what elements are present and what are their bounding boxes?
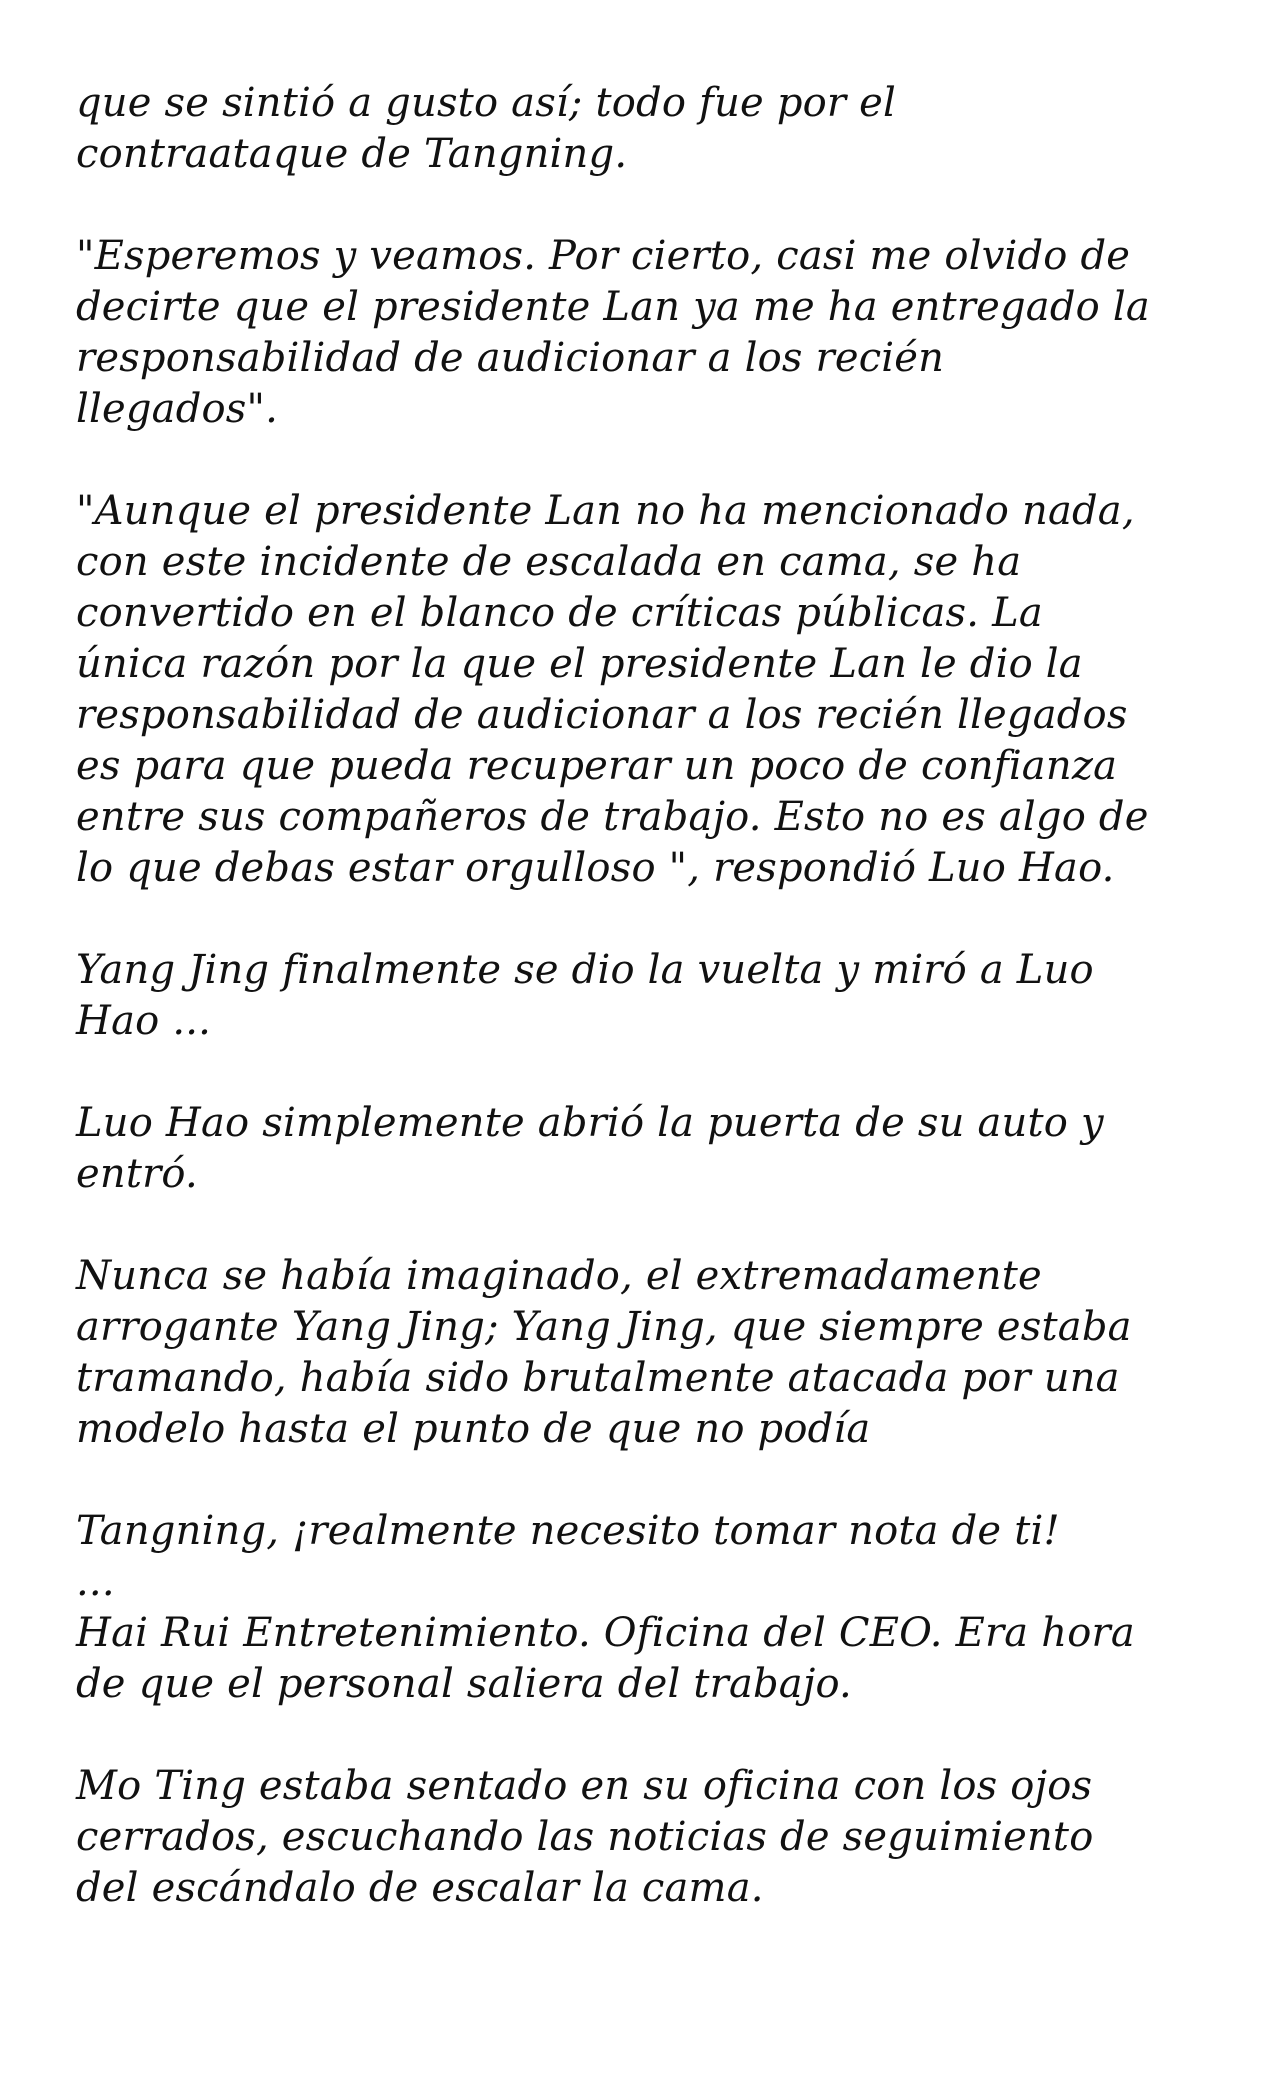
paragraph: Nunca se había imaginado, el extremadamente arrogante Yang Jing; Yang Jing, que siempre estaba tramando, había sido brutalmente atacada por una modelo hasta el punto de que no podía <box>76 1253 1132 1452</box>
paragraph: que se sintió a gusto así; todo fue por el contraataque de Tangning. <box>76 80 897 177</box>
paragraph: "Aunque el presidente Lan no ha mencionado nada, con este incidente de escalada en cama, se ha convertido en el blanco de críticas públicas. La única razón por la que el presidente Lan le dio la responsabilidad de audicionar a los recién llegados es para que pueda recuperar un poco de confianza entre sus compañeros de trabajo. Esto no es algo de lo que debas estar orgulloso ", respondió Luo Hao. <box>76 488 1149 891</box>
document-body <box>76 78 1216 1965</box>
paragraph: Luo Hao simplemente abrió la puerta de su auto y entró. <box>76 1100 1104 1197</box>
paragraph: "Esperemos y veamos. Por cierto, casi me olvido de decirte que el presidente Lan ya me ha entregado la responsabilidad de audicionar a los recién llegados". <box>76 233 1150 432</box>
scene-break: ... <box>76 1559 115 1605</box>
paragraph: Hai Rui Entretenimiento. Oficina del CEO. Era hora de que el personal saliera del trabajo. <box>76 1610 1135 1707</box>
paragraph: Yang Jing finalmente se dio la vuelta y miró a Luo Hao ... <box>76 947 1094 1044</box>
paragraph: Mo Ting estaba sentado en su oficina con los ojos cerrados, escuchando las noticias de seguimiento del escándalo de escalar la cama. <box>76 1763 1094 1911</box>
paragraph: Tangning, ¡realmente necesito tomar nota de ti! <box>76 1508 1060 1554</box>
